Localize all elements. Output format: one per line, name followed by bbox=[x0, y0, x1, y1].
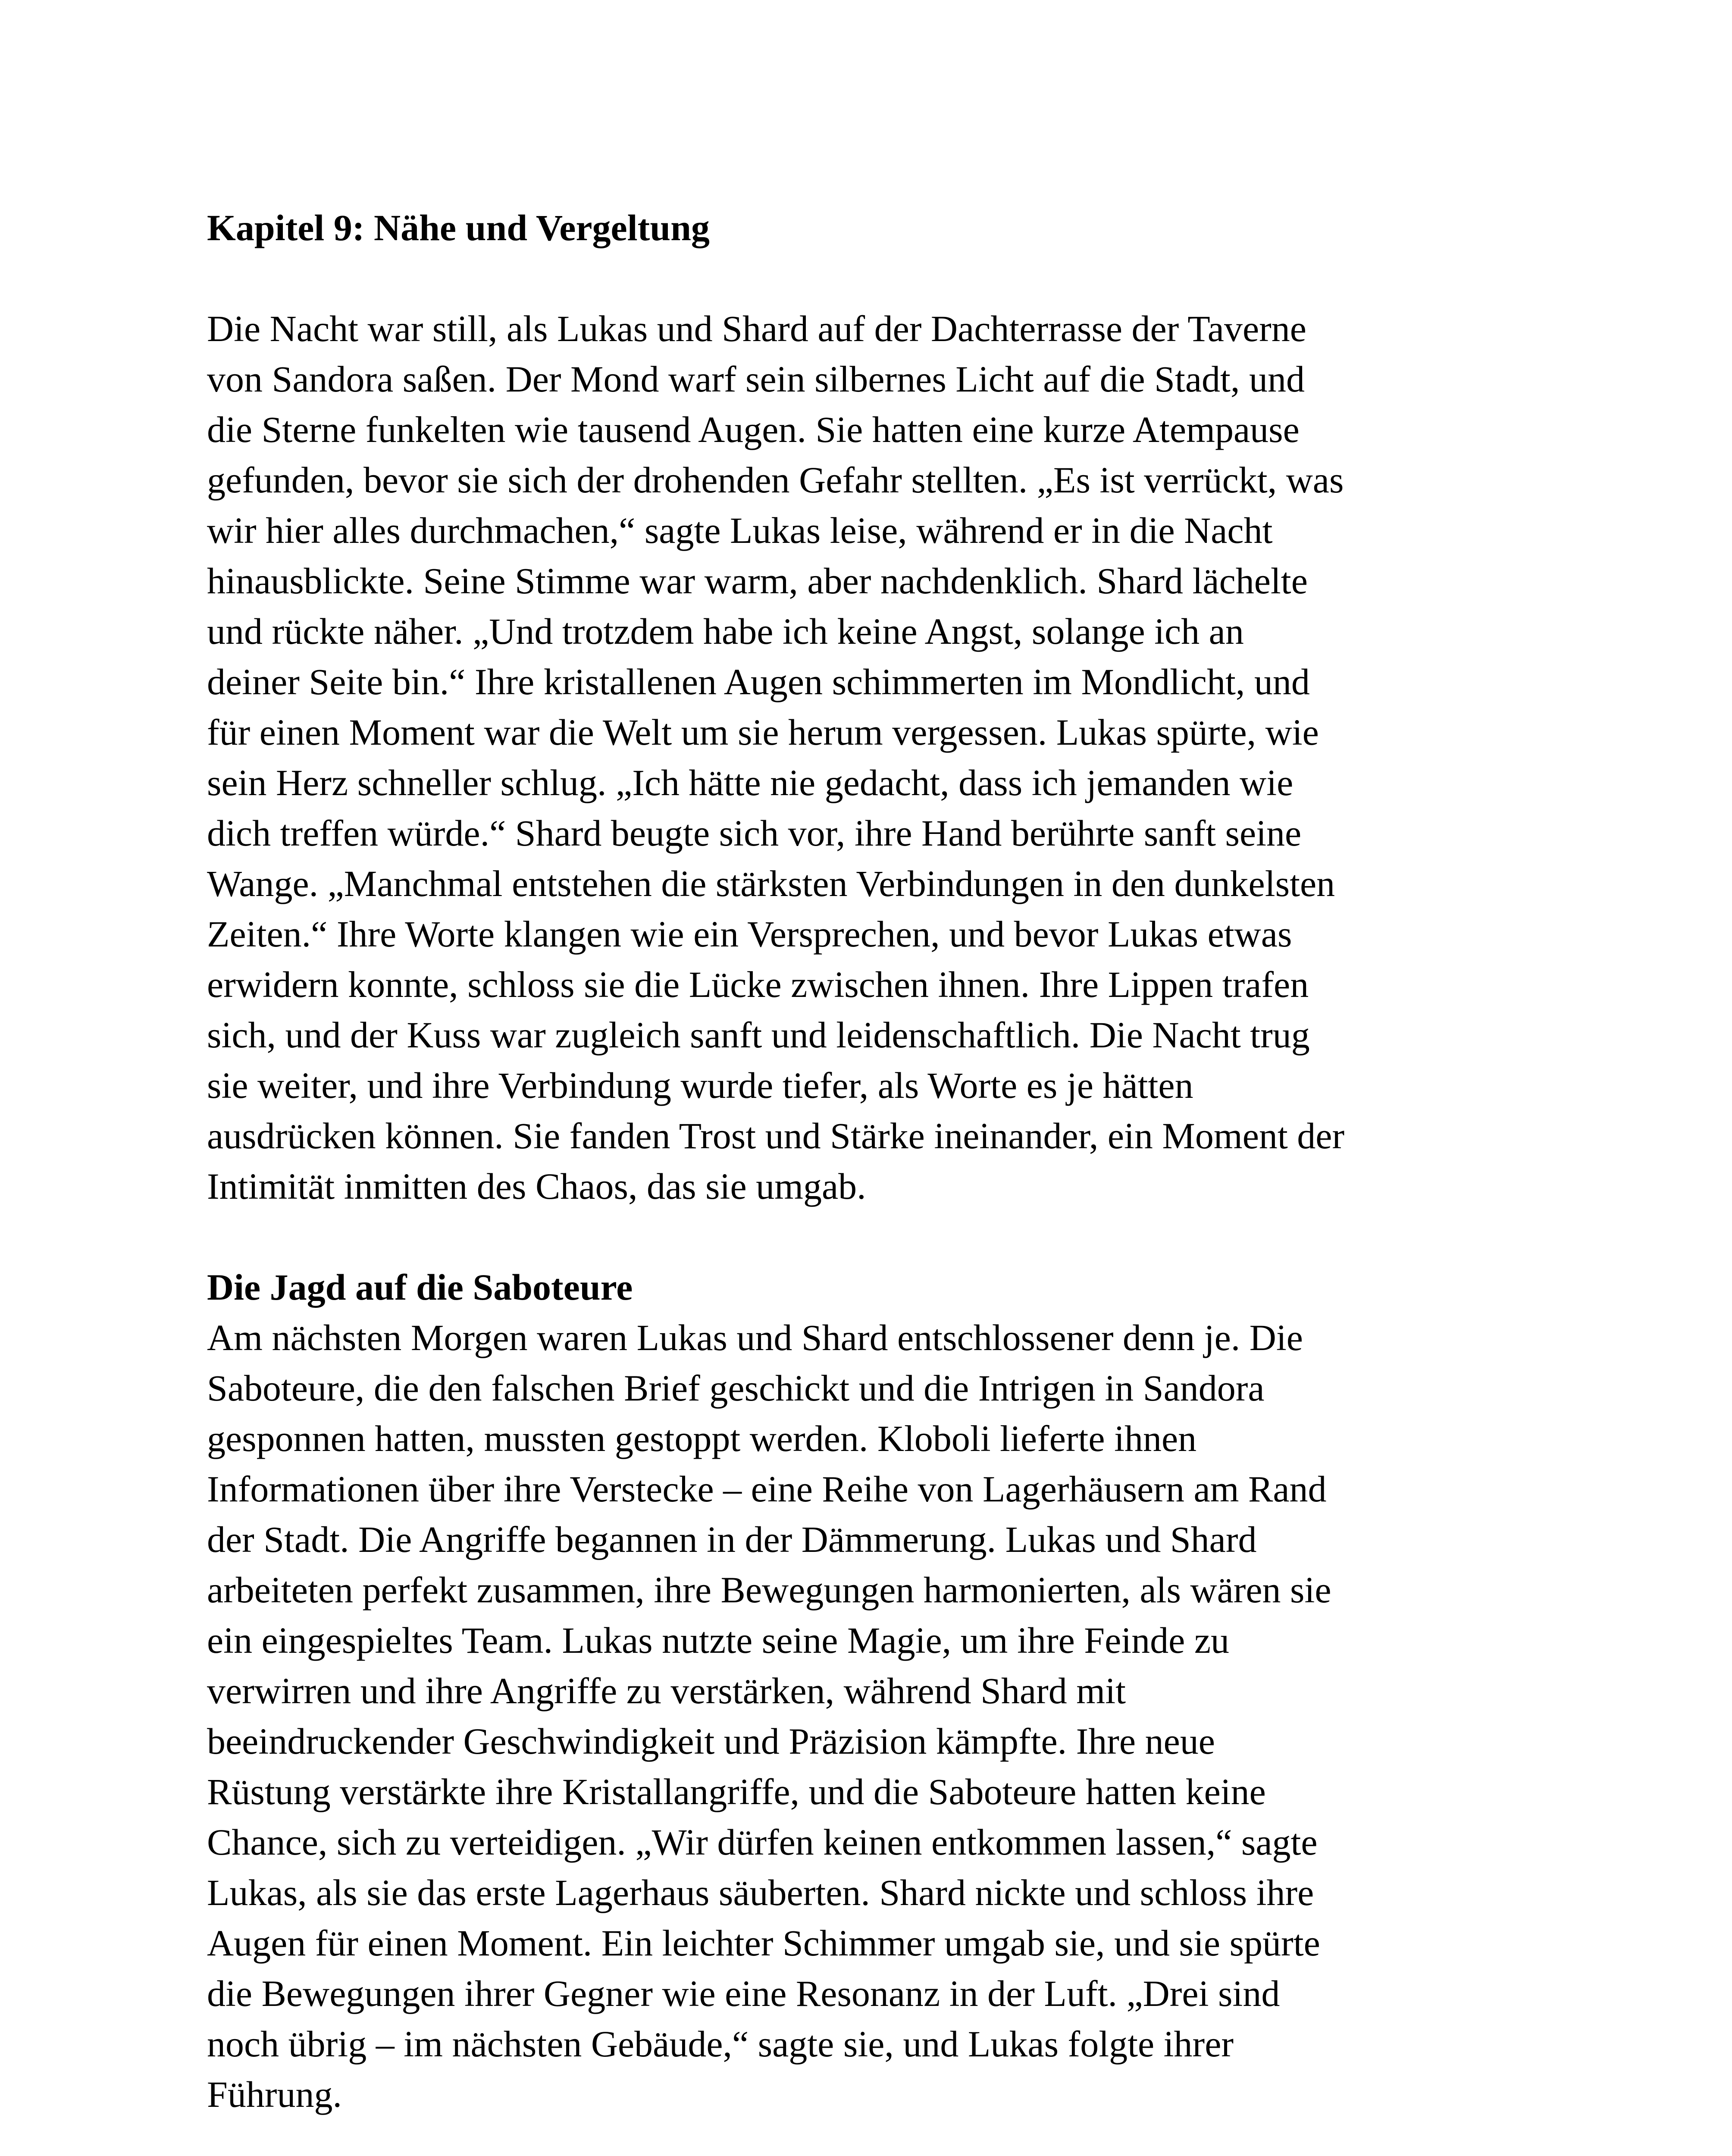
spacer bbox=[207, 253, 1578, 304]
text-line: und rückte näher. „Und trotzdem habe ich keine Angst, solange ich an bbox=[207, 611, 1244, 652]
document-body bbox=[207, 203, 1578, 2120]
text-line: Wange. „Manchmal entstehen die stärksten Verbindungen in den dunkelsten bbox=[207, 863, 1335, 904]
text-line: Saboteure, die den falschen Brief geschickt und die Intrigen in Sandora bbox=[207, 1367, 1265, 1409]
text-line: Zeiten.“ Ihre Worte klangen wie ein Versprechen, und bevor Lukas etwas bbox=[207, 913, 1292, 955]
text-line: noch übrig – im nächsten Gebäude,“ sagte sie, und Lukas folgte ihrer bbox=[207, 2023, 1234, 2065]
spacer bbox=[207, 1212, 1578, 1262]
text-line: Informationen über ihre Verstecke – eine Reihe von Lagerhäusern am Rand bbox=[207, 1468, 1327, 1510]
text-line: arbeiteten perfekt zusammen, ihre Bewegungen harmonierten, als wären sie bbox=[207, 1569, 1331, 1611]
text-line: erwidern konnte, schloss sie die Lücke zwischen ihnen. Ihre Lippen trafen bbox=[207, 964, 1309, 1005]
text-line: wir hier alles durchmachen,“ sagte Lukas leise, während er in die Nacht bbox=[207, 510, 1273, 551]
text-line: Intimität inmitten des Chaos, das sie umgab. bbox=[207, 1166, 866, 1207]
text-line: dich treffen würde.“ Shard beugte sich vor, ihre Hand berührte sanft seine bbox=[207, 812, 1302, 854]
text-line: sie weiter, und ihre Verbindung wurde tiefer, als Worte es je hätten bbox=[207, 1065, 1193, 1106]
text-line: Rüstung verstärkte ihre Kristallangriffe, und die Saboteure hatten keine bbox=[207, 1771, 1266, 1812]
text-line: der Stadt. Die Angriffe begannen in der Dämmerung. Lukas und Shard bbox=[207, 1519, 1257, 1560]
text-line: sich, und der Kuss war zugleich sanft und leidenschaftlich. Die Nacht trug bbox=[207, 1014, 1310, 1056]
text-line: gesponnen hatten, mussten gestoppt werden. Kloboli lieferte ihnen bbox=[207, 1418, 1197, 1459]
text-line: gefunden, bevor sie sich der drohenden Gefahr stellten. „Es ist verrückt, was bbox=[207, 459, 1344, 501]
text-line: für einen Moment war die Welt um sie herum vergessen. Lukas spürte, wie bbox=[207, 711, 1319, 753]
text-line: die Sterne funkelten wie tausend Augen. Sie hatten eine kurze Atempause bbox=[207, 409, 1300, 450]
paragraph-1 bbox=[207, 304, 1578, 1212]
paragraph-2 bbox=[207, 1313, 1578, 2120]
text-line: Lukas, als sie das erste Lagerhaus säuberten. Shard nickte und schloss ihre bbox=[207, 1872, 1314, 1913]
text-line: Die Nacht war still, als Lukas und Shard auf der Dachterrasse der Taverne bbox=[207, 308, 1306, 349]
section-heading: Die Jagd auf die Saboteure bbox=[207, 1266, 633, 1308]
text-line: deiner Seite bin.“ Ihre kristallenen Augen schimmerten im Mondlicht, und bbox=[207, 661, 1310, 702]
text-line: Chance, sich zu verteidigen. „Wir dürfen keinen entkommen lassen,“ sagte bbox=[207, 1821, 1318, 1863]
text-line: die Bewegungen ihrer Gegner wie eine Resonanz in der Luft. „Drei sind bbox=[207, 1973, 1280, 2014]
text-line: verwirren und ihre Angriffe zu verstärken, während Shard mit bbox=[207, 1670, 1126, 1711]
text-line: Am nächsten Morgen waren Lukas und Shard entschlossener denn je. Die bbox=[207, 1317, 1303, 1358]
text-line: Augen für einen Moment. Ein leichter Schimmer umgab sie, und sie spürte bbox=[207, 1922, 1320, 1964]
text-line: sein Herz schneller schlug. „Ich hätte nie gedacht, dass ich jemanden wie bbox=[207, 762, 1294, 803]
text-line: ausdrücken können. Sie fanden Trost und Stärke ineinander, ein Moment der bbox=[207, 1115, 1345, 1156]
text-line: beeindruckender Geschwindigkeit und Präzision kämpfte. Ihre neue bbox=[207, 1720, 1215, 1762]
chapter-title: Kapitel 9: Nähe und Vergeltung bbox=[207, 207, 710, 248]
text-line: von Sandora saßen. Der Mond warf sein silbernes Licht auf die Stadt, und bbox=[207, 358, 1305, 400]
text-line: ein eingespieltes Team. Lukas nutzte seine Magie, um ihre Feinde zu bbox=[207, 1620, 1230, 1661]
text-line: hinausblickte. Seine Stimme war warm, aber nachdenklich. Shard lächelte bbox=[207, 560, 1308, 602]
text-line: Führung. bbox=[207, 2074, 342, 2115]
